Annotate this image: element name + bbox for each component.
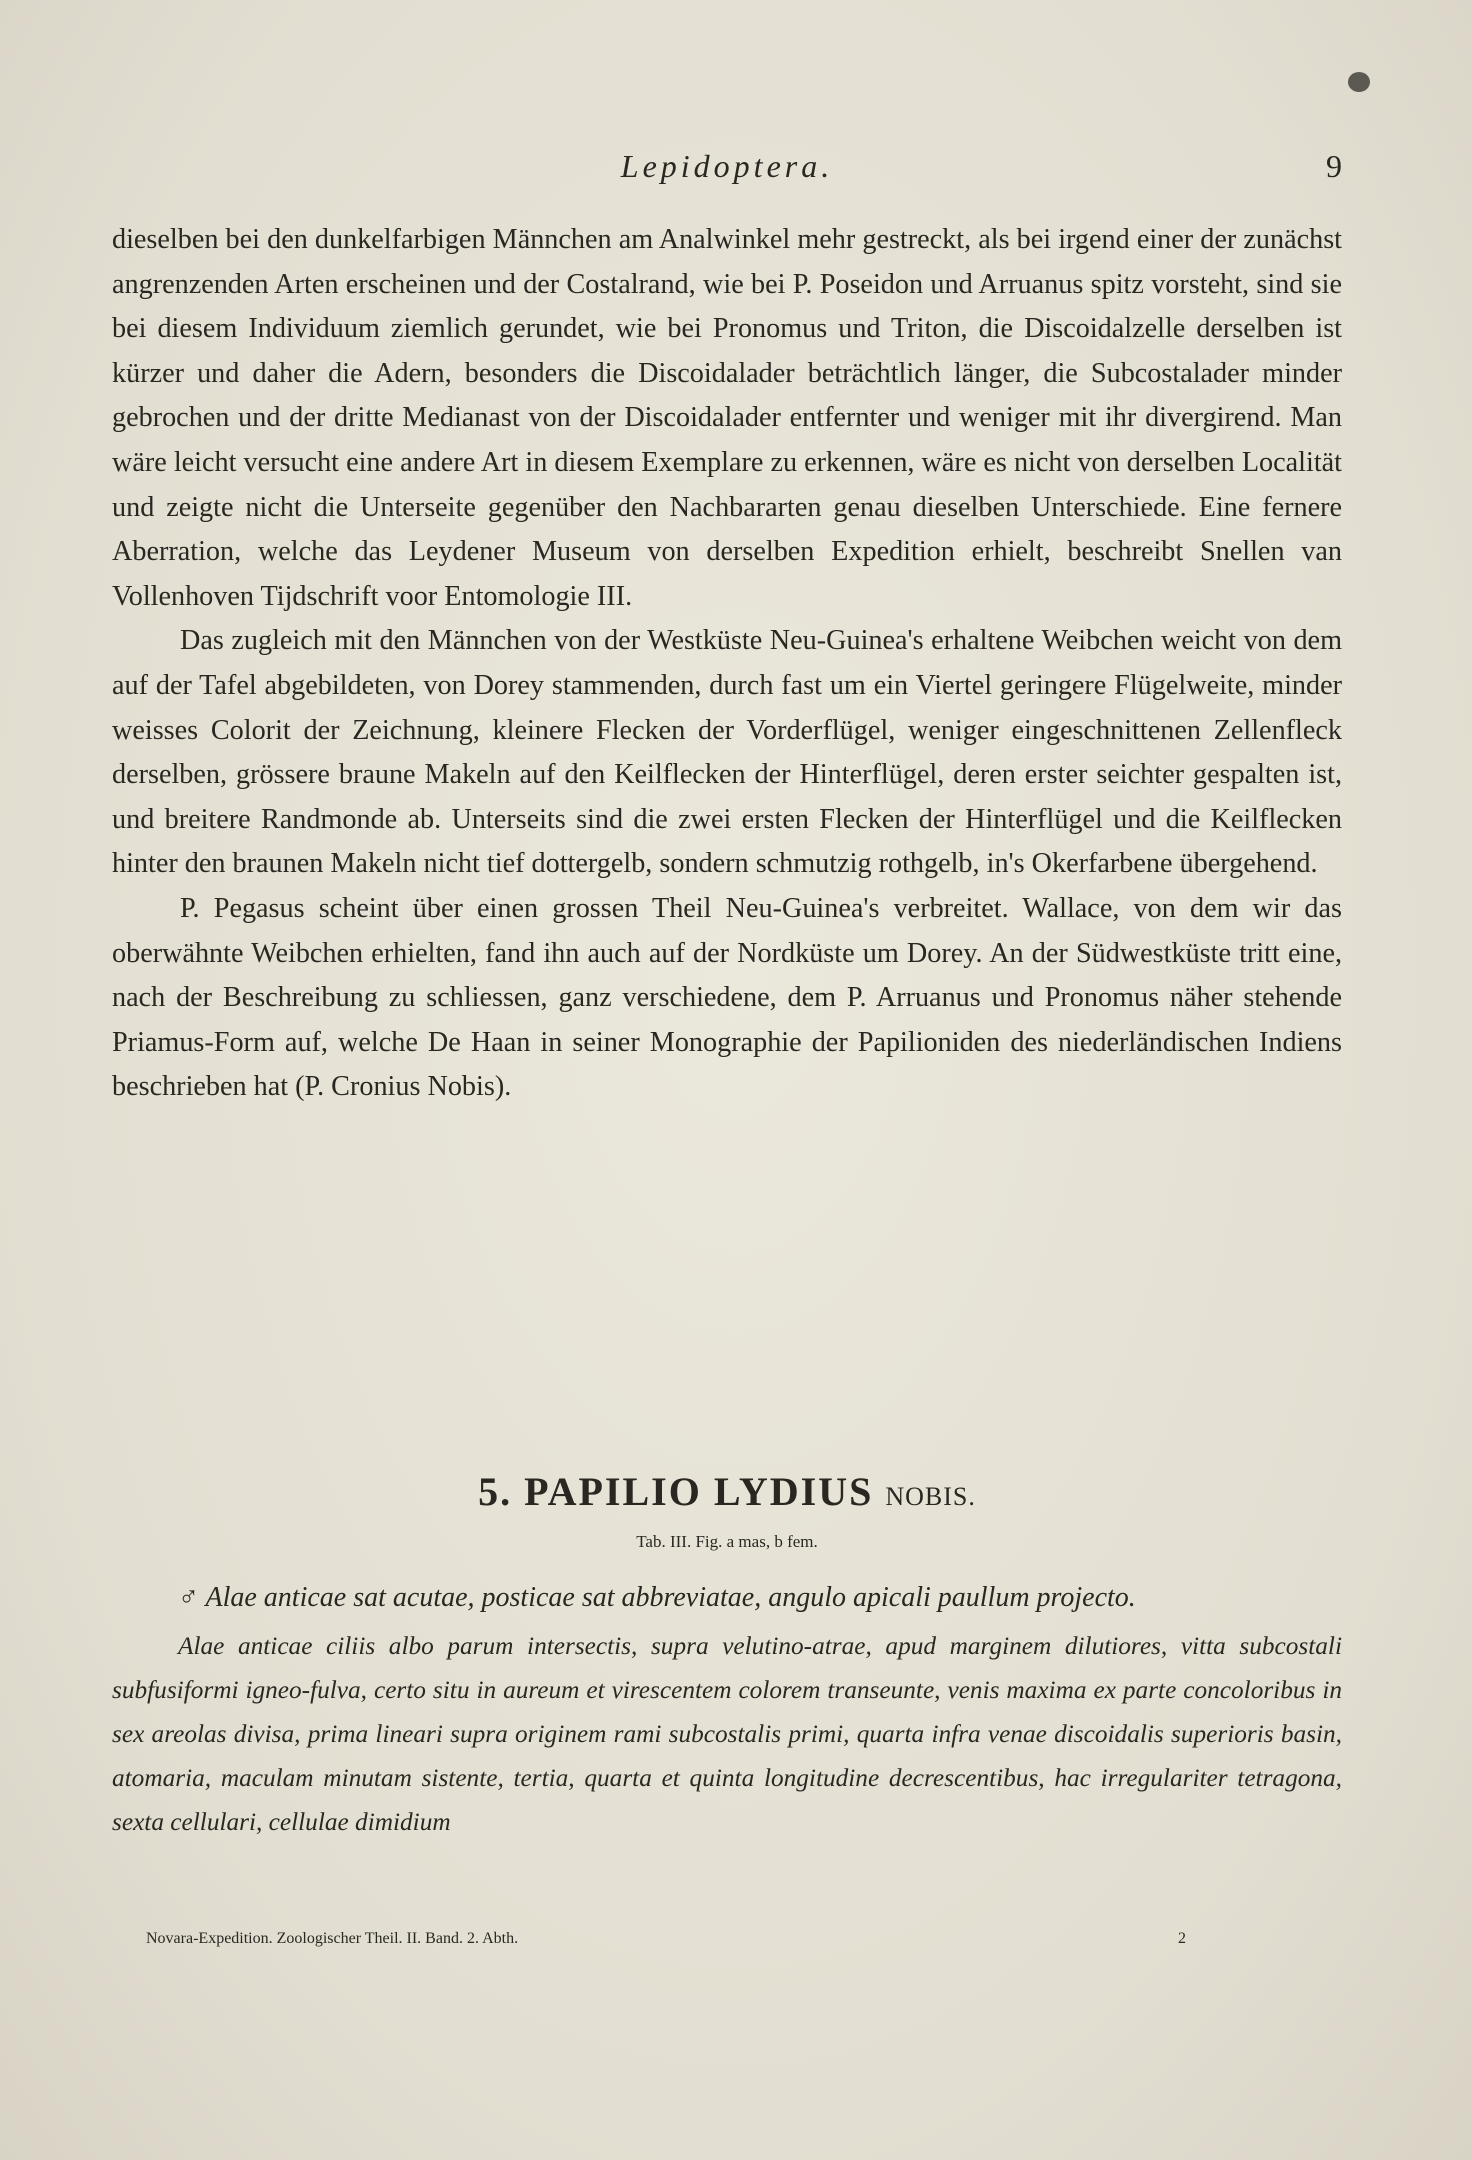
running-title: Lepidoptera. [620,148,834,184]
plate-reference: Tab. III. Fig. a mas, b fem. [636,1532,818,1551]
body-text [112,218,1342,1110]
species-title: 5. PAPILIO LYDIUS [478,1469,874,1514]
page-footer [146,1930,1186,1954]
latin-description [112,1576,1342,1844]
ink-spot [1348,72,1370,92]
publication-line: Novara-Expedition. Zoologischer Theil. II. Band. 2. Abth. [146,1930,519,1947]
paragraph: dieselben bei den dunkelfarbigen Männchen am Analwinkel mehr gestreckt, als bei irgend einer der zunächst angrenzenden Arten erscheinen und der Costalrand, wie bei P. Poseidon und Arruanus spitz vorsteht, sind sie bei diesem Individuum ziemlich gerundet, wie bei Pronomus und Triton, die Discoidalzelle derselben ist kürzer und daher die Adern, besonders die Discoidalader beträchtlich länger, die Subcostalader minder gebrochen und der dritte Medianast von der Discoidalader entfernter und weniger mit ihr divergirend. Man wäre leicht versucht eine andere Art in diesem Exemplare zu erkennen, wäre es nicht von derselben Localität und zeigte nicht die Unterseite gegenüber den Nachbararten genau dieselben Unterschiede. Eine fernere Aberration, welche das Leydener Museum von derselben Expedition erhielt, beschreibt Snellen van Vollenhoven Tijdschrift voor Entomologie III. [112,224,1342,612]
latin-diagnosis: ♂ Alae anticae sat acutae, posticae sat abbreviatae, angulo apicali paullum projecto. [178,1582,1136,1613]
paragraph: P. Pegasus scheint über einen grossen Theil Neu-Guinea's verbreitet. Wallace, von dem wir das oberwähnte Weibchen erhielten, fand ihn auch auf der Nordküste um Dorey. An der Südwestküste tritt eine, nach der Beschreibung zu schliessen, ganz verschiedene, dem P. Arruanus und Pronomus näher stehende Priamus-Form auf, welche De Haan in seiner Monographie der Papilioniden des niederländischen Indiens beschrieben hat (P. Cronius Nobis). [112,892,1342,1103]
page-number: 9 [1326,148,1342,184]
paragraph: Das zugleich mit den Männchen von der Westküste Neu-Guinea's erhaltene Weibchen weicht von dem auf der Tafel abgebildeten, von Dorey stammenden, durch fast um ein Viertel geringere Flügelweite, minder weisses Colorit der Zeichnung, kleinere Flecken der Vorderflügel, weniger eingeschnittenen Zellenfleck derselben, grössere braune Makeln auf den Keilflecken der Hinterflügel, deren erster seichter gespalten ist, und breitere Randmonde ab. Unterseits sind die zwei ersten Flecken der Hinterflügel und die Keilflecken hinter den braunen Makeln nicht tief dottergelb, sondern schmutzig rothgelb, in's Okerfarbene übergehend. [112,625,1342,880]
species-author: NOBIS. [885,1482,976,1511]
signature-mark: 2 [1178,1930,1186,1947]
latin-paragraph: Alae anticae ciliis albo parum intersectis, supra velutino-atrae, apud marginem dilutiores, vitta subcostali subfusiformi igneo-fulva, certo situ in aureum et virescentem colorem transeunte, venis maxima ex parte concoloribus in sex areolas divisa, prima lineari supra originem rami subcostalis primi, quarta infra venae discoidalis superioris basin, atomaria, maculam minutam sistente, tertia, quarta et quinta longitudine decrescentibus, hac irregulariter tetragona, sexta cellulari, cellulae dimidium [112,1632,1342,1836]
page-header [112,148,1342,188]
section-heading [112,1468,1342,1515]
